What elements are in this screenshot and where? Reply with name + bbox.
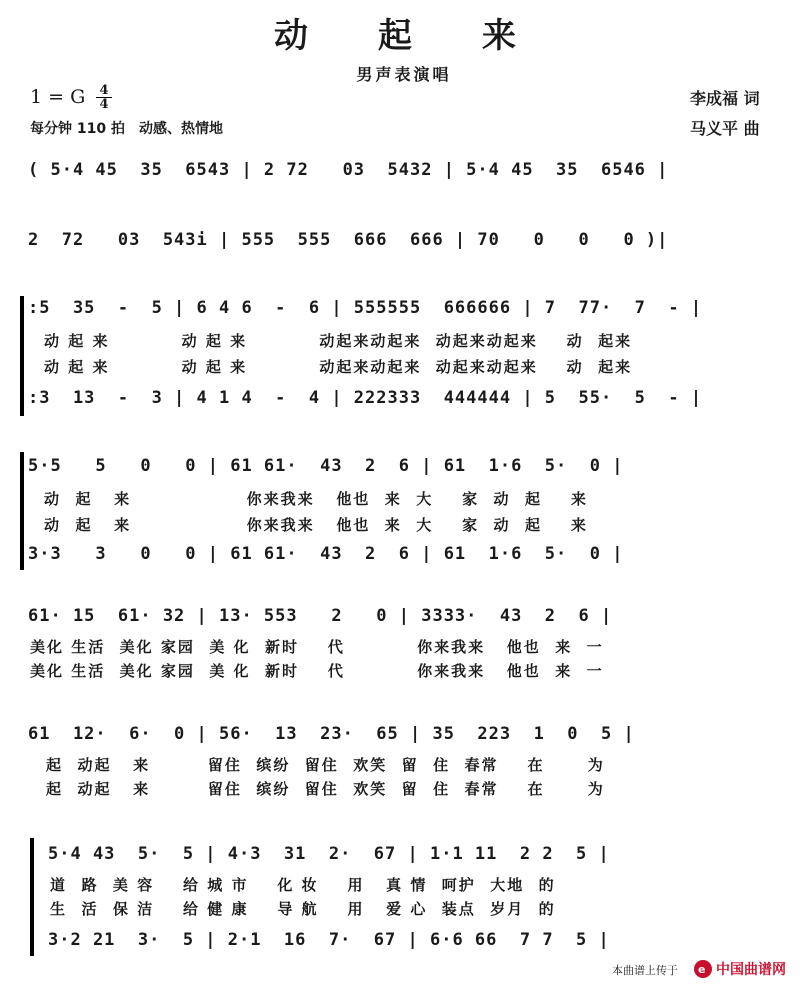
system-5-notes: 61· 15 61· 32 | 13· 553 2 0 | 3333· 43 2 6 | bbox=[28, 606, 613, 626]
system-2-notes: 2 72 03 543i | 555 555 666 666 | 70 0 0 0 )| bbox=[28, 230, 669, 250]
system-3-brace bbox=[20, 296, 24, 416]
system-4-lower-notes: 3·3 3 0 0 | 61 61· 43 2 6 | 61 1·6 5· 0 | bbox=[28, 544, 624, 564]
system-3-lower-notes: :3 13 - 3 | 4 1 4 - 4 | 222333 444444 | 5 55· 5 - | bbox=[28, 388, 703, 408]
composer-credit: 马义平 曲 bbox=[690, 119, 760, 138]
page-title: 动 起 来 bbox=[274, 16, 534, 56]
system-4-lyrics-1: 动 起 来 你来我来 他也 来 大 家 动 起 来 bbox=[44, 490, 588, 508]
system-7-lyrics-2: 生 活 保 洁 给 健 康 导 航 用 爱 心 装点 岁月 的 bbox=[50, 900, 556, 918]
system-7-upper-notes: 5·4 43 5· 5 | 4·3 31 2· 67 | 1·1 11 2 2 5 | bbox=[48, 844, 610, 864]
key-signature: 1 = G bbox=[30, 86, 86, 108]
tempo-marking: 每分钟 110 拍 动感、热情地 bbox=[30, 121, 223, 137]
site-logo bbox=[692, 958, 796, 980]
system-4-lyrics-2: 动 起 来 你来我来 他也 来 大 家 动 起 来 bbox=[44, 516, 588, 534]
system-6-lyrics-1: 起 动起 来 留住 缤纷 留住 欢笑 留 住 春常 在 为 bbox=[46, 756, 605, 774]
system-7-lower-notes: 3·2 21 3· 5 | 2·1 16 7· 67 | 6·6 66 7 7 5 | bbox=[48, 930, 610, 950]
upload-note: 本曲谱上传于 bbox=[612, 964, 678, 977]
svg-text:e: e bbox=[698, 963, 706, 976]
system-7-brace bbox=[30, 838, 34, 956]
system-3-lyrics-1: 动 起 来 动 起 来 动起来动起来 动起来动起来 动 起来 bbox=[44, 332, 633, 350]
system-4-brace bbox=[20, 452, 24, 570]
system-3-upper-notes: :5 35 - 5 | 6 4 6 - 6 | 555555 666666 | 7 77· 7 - | bbox=[28, 298, 703, 318]
system-6-notes: 61 12· 6· 0 | 56· 13 23· 65 | 35 223 1 0 5 | bbox=[28, 724, 635, 744]
system-5-lyrics-1: 美化 生活 美化 家园 美 化 新时 代 你来我来 他也 来 一 bbox=[30, 638, 604, 656]
site-logo-text: 中国曲谱网 bbox=[716, 962, 786, 978]
system-3-lyrics-2: 动 起 来 动 起 来 动起来动起来 动起来动起来 动 起来 bbox=[44, 358, 633, 376]
system-7-lyrics-1: 道 路 美 容 给 城 市 化 妆 用 真 情 呵护 大地 的 bbox=[50, 876, 556, 894]
system-6-lyrics-2: 起 动起 来 留住 缤纷 留住 欢笑 留 住 春常 在 为 bbox=[46, 780, 605, 798]
system-5-lyrics-2: 美化 生活 美化 家园 美 化 新时 代 你来我来 他也 来 一 bbox=[30, 662, 604, 680]
system-1-notes: ( 5·4 45 35 6543 | 2 72 03 5432 | 5·4 45 35 6546 | bbox=[28, 160, 669, 180]
time-signature bbox=[96, 84, 112, 111]
page-subtitle: 男声表演唱 bbox=[356, 65, 452, 84]
meter-top: 4 bbox=[99, 83, 109, 98]
meter-bottom: 4 bbox=[99, 97, 109, 112]
lyricist-credit: 李成福 词 bbox=[690, 89, 760, 108]
system-4-upper-notes: 5·5 5 0 0 | 61 61· 43 2 6 | 61 1·6 5· 0 | bbox=[28, 456, 624, 476]
